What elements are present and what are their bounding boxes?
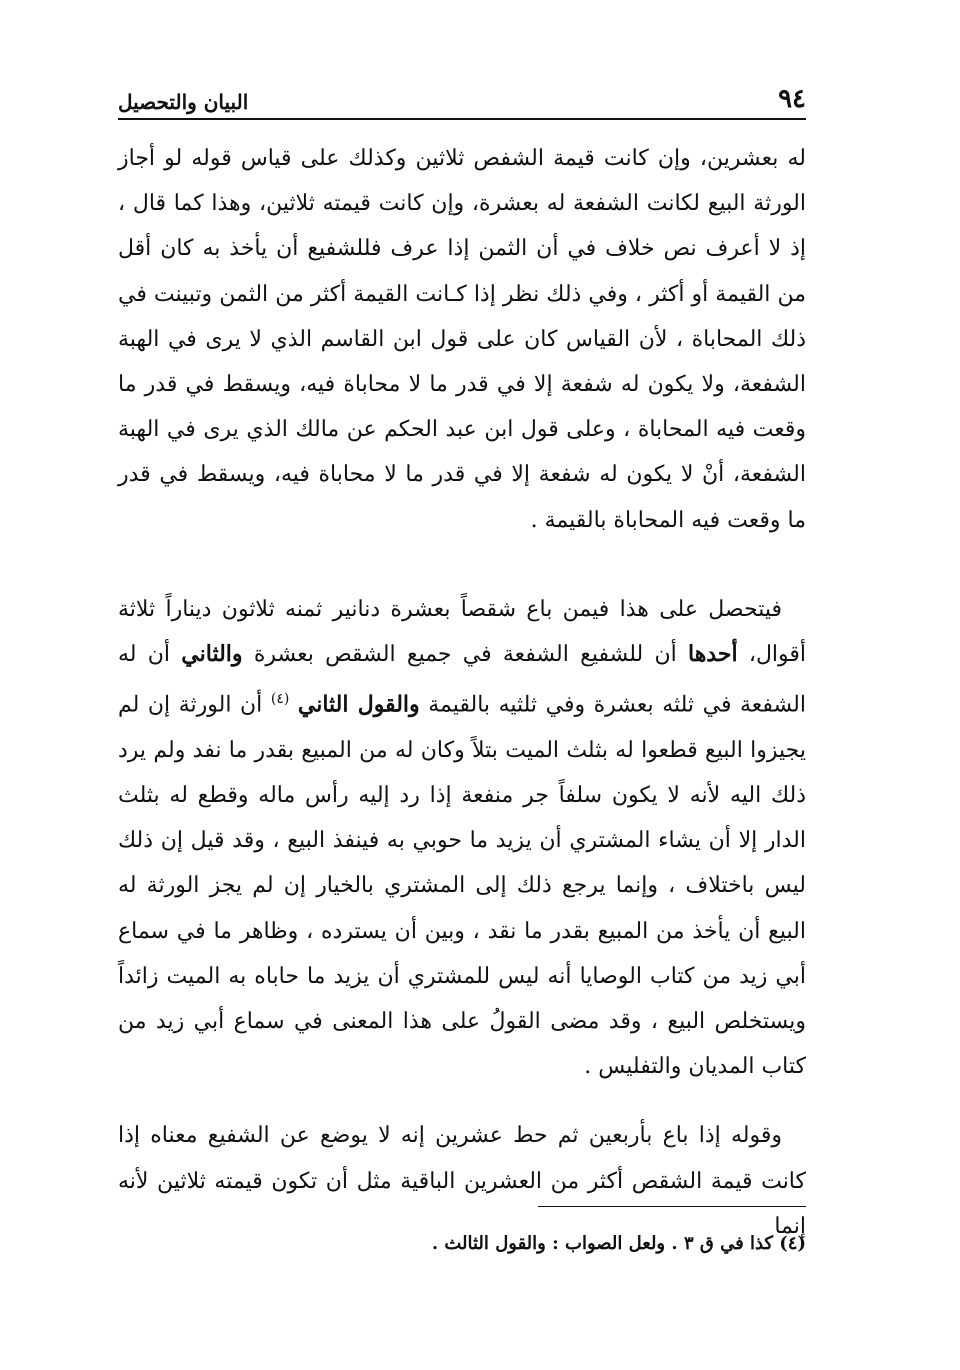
paragraph-2-intro: فيتحصل على هذا فيمن باع شقصاً بعشرة دنانير ثمنه ثلاثون ديناراً ثلاثة أقوال،	[118, 596, 807, 668]
document-page	[118, 78, 806, 1278]
running-title: البيان والتحصيل	[118, 90, 249, 114]
page-header	[118, 78, 806, 120]
footnote-reference: (٤)	[270, 691, 290, 708]
second-opinion-text: أن له الشفعة في ثلثه بعشرة وفي ثلثيه بالقيمة	[118, 642, 806, 718]
first-opinion-label: أحدها	[688, 641, 738, 668]
body-text	[118, 136, 806, 1249]
page-number: ٩٤	[778, 84, 806, 114]
paragraph-1: له بعشرين، وإن كانت قيمة الشفص ثلاثين وكذلك على قياس قوله لو أجاز الورثة البيع لكانت الشفعة له بعشرة، وإن كانت قيمته ثلاثين، وهذا كما قال ، إذ لا أعرف نص خلاف في أن الثمن إذا عرف فللشفيع أن يأخذ به كان أقل من القيمة أو أكثر ، وفي ذلك نظر إذا كـانت القيمة أكثر من الثمن وتبينت في ذلك المحاباة ، لأن القياس كان على قول ابن القاسم الذي لا يرى في الهبة الشفعة، ولا يكون له شفعة إلا في قدر ما لا محاباة فيه، ويسقط في قدر ما وقعت فيه المحاباة ، وعلى قول ابن عبد الحكم عن مالك الذي يرى في الهبة الشفعة، أنْ لا يكون له شفعة إلا في قدر ما لا محاباة فيه، ويسقط في قدر ما وقعت فيه المحاباة بالقيمة .	[118, 146, 807, 533]
paragraph-2	[118, 587, 806, 1090]
second-opinion-label: والثاني	[181, 641, 243, 668]
third-opinion-label: والقول الثاني	[297, 691, 420, 718]
paragraph-3: وقوله إذا باع بأربعين ثم حط عشرين إنه لا يوضع عن الشفيع معناه إذا كانت قيمة الشقص أكثر من العشرين الباقية مثل أن تكون قيمته ثلاثين لأنه إنما	[118, 1123, 806, 1239]
footnote-separator	[538, 1206, 806, 1207]
footnote: (٤) كذا في ق ٣ . ولعل الصواب : والقول الثالث .	[431, 1233, 806, 1254]
third-opinion-text: أن الورثة إن لم يجيزوا البيع قطعوا له بثلث الميت بتلاً وكان له من المبيع بقدر ما نفد ولم يرد ذلك اليه لأنه لا يكون سلفاً جر منفعة إذا رد إليه رأس ماله وقطع له بثلث الدار إلا أن يشاء المشتري أن يزيد ما حوبي به فينفذ البيع ، وقد قيل إن ذلك ليس باختلاف ، وإنما يرجع ذلك إلى المشتري بالخيار إن لم يجز الورثة له البيع أن يأخذ من المبيع بقدر ما نقد ، وبين أن يسترده ، وظاهر ما في سماع أبي زيد من كتاب الوصايا أنه ليس للمشتري أن يزيد ما حاباه به الميت زائداً ويستخلص البيع ، وقد مضى القولُ على هذا المعنى في سماع أبي زيد من كتاب المديان والتفليس .	[118, 692, 806, 1080]
first-opinion-text: أن للشفيع الشفعة في جميع الشقص بعشرة	[253, 642, 677, 668]
